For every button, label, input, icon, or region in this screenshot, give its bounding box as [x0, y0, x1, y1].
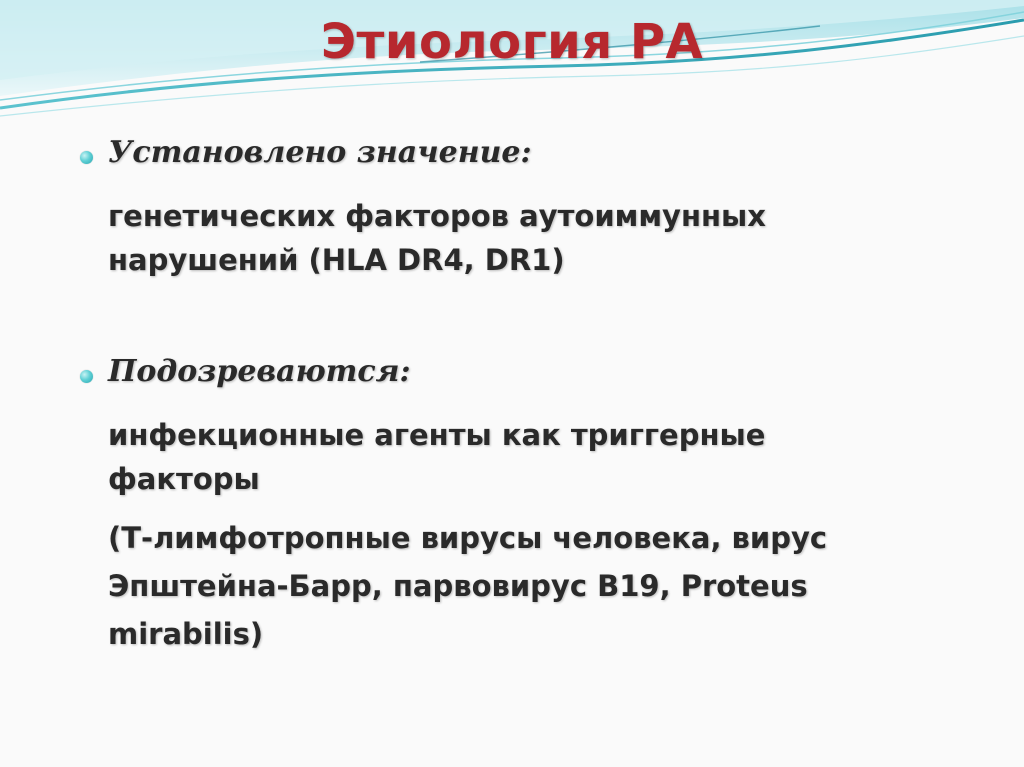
slide-title: Этиология РА: [320, 14, 704, 70]
section-line: инфекционные агенты как триггерные: [108, 418, 766, 452]
section-line: генетических факторов аутоиммунных: [108, 199, 766, 233]
detail-line: (Т-лимфотропные вирусы человека, вирус: [108, 521, 828, 555]
section-heading-suspected: Подозреваются:: [108, 354, 411, 389]
detail-line: Эпштейна-Барр, парвовирус В19, Proteus: [108, 569, 808, 603]
bullet-icon: [80, 370, 93, 383]
section-heading-established: Установлено значение:: [108, 135, 532, 170]
section-line: нарушений (HLA DR4, DR1): [108, 243, 565, 277]
detail-line: mirabilis): [108, 617, 264, 651]
bullet-icon: [80, 151, 93, 164]
section-line: факторы: [108, 462, 260, 496]
